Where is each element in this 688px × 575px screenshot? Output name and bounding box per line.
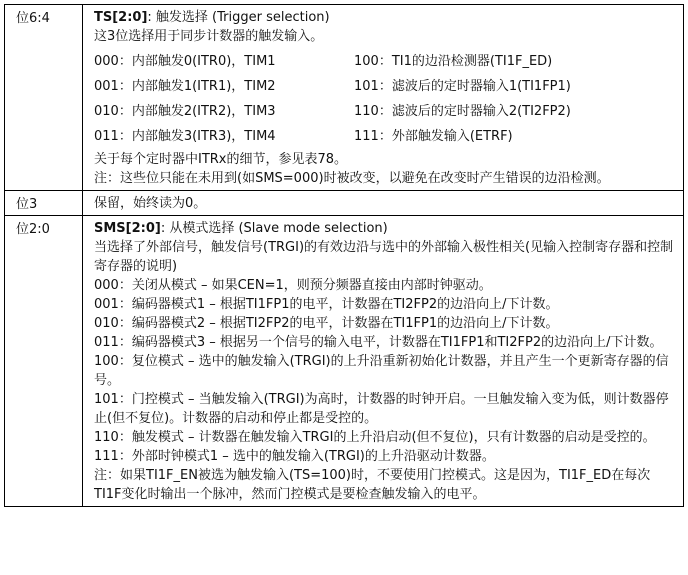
ts-note-itr: 关于每个定时器中ITRx的细节，参见表78。: [94, 152, 348, 167]
bit-range-label: 位6:4: [5, 5, 83, 191]
ts-intro: 这3位选择用于同步计数器的触发输入。: [94, 29, 324, 44]
reserved-text: 保留，始终读为0。: [83, 191, 684, 216]
field-name-ts: TS[2:0]: [94, 10, 148, 25]
table-row-ts: [5, 5, 684, 191]
trigger-options-grid: [94, 52, 677, 146]
option-011: 011：内部触发3(ITR3)，TIM4: [94, 129, 276, 144]
register-bit-table: [4, 4, 684, 507]
option-001: 001：内部触发1(ITR1)，TIM2: [94, 79, 276, 94]
sms-description: [83, 216, 684, 507]
option-010: 010：内部触发2(ITR2)，TIM3: [94, 104, 276, 119]
option-110: 110：滤波后的定时器输入2(TI2FP2): [354, 104, 571, 119]
option-111: 111：外部触发输入(ETRF): [354, 129, 513, 144]
sms-paragraph: 当选择了外部信号，触发信号(TRGI)的有效边沿与选中的外部输入极性相关(见输入控制寄存器和控制寄存器的说明): [94, 240, 674, 274]
sms-mode-101: 101：门控模式 – 当触发输入(TRGI)为高时，计数器的时钟开启。一旦触发输入变为低，则计数器停止(但不复位)。计数器的启动和停止都是受控的。: [94, 392, 669, 426]
table-row-reserved: [5, 191, 684, 216]
sms-mode-111: 111：外部时钟模式1 – 选中的触发输入(TRGI)的上升沿驱动计数器。: [94, 449, 495, 464]
sms-mode-110: 110：触发模式 – 计数器在触发输入TRGI的上升沿启动(但不复位)，只有计数器的启动是受控的。: [94, 430, 656, 445]
sms-title: [94, 219, 677, 238]
sms-note: 注：如果TI1F_EN被选为触发输入(TS=100)时，不要使用门控模式。这是因为，TI1F_ED在每次TI1F变化时输出一个脉冲，然而门控模式是要检查触发输入的电平。: [94, 468, 651, 502]
ts-description: [83, 5, 684, 191]
sms-mode-000: 000：关闭从模式 – 如果CEN=1，则预分频器直接由内部时钟驱动。: [94, 278, 492, 293]
sms-mode-010: 010：编码器模式2 – 根据TI2FP2的电平，计数器在TI1FP1的边沿向上/下计数。: [94, 316, 559, 331]
option-101: 101：滤波后的定时器输入1(TI1FP1): [354, 79, 571, 94]
bit-range-label: 位3: [5, 191, 83, 216]
option-000: 000：内部触发0(ITR0)，TIM1: [94, 54, 276, 69]
option-100: 100：TI1的边沿检测器(TI1F_ED): [354, 54, 553, 69]
ts-title-text: : 触发选择 (Trigger selection): [147, 10, 330, 25]
bit-range-label: 位2:0: [5, 216, 83, 507]
sms-mode-100: 100：复位模式 – 选中的触发输入(TRGI)的上升沿重新初始化计数器，并且产生一个更新寄存器的信号。: [94, 354, 669, 388]
sms-mode-001: 001：编码器模式1 – 根据TI1FP1的电平，计数器在TI2FP2的边沿向上/下计数。: [94, 297, 559, 312]
ts-title: [94, 8, 677, 27]
ts-note-change: 注：这些位只能在未用到(如SMS=000)时被改变，以避免在改变时产生错误的边沿检测。: [94, 171, 610, 186]
field-name-sms: SMS[2:0]: [94, 221, 161, 236]
sms-mode-011: 011：编码器模式3 – 根据另一个信号的输入电平，计数器在TI1FP1和TI2FP2的边沿向上/下计数。: [94, 335, 663, 350]
table-row-sms: [5, 216, 684, 507]
sms-title-text: : 从模式选择 (Slave mode selection): [160, 221, 388, 236]
